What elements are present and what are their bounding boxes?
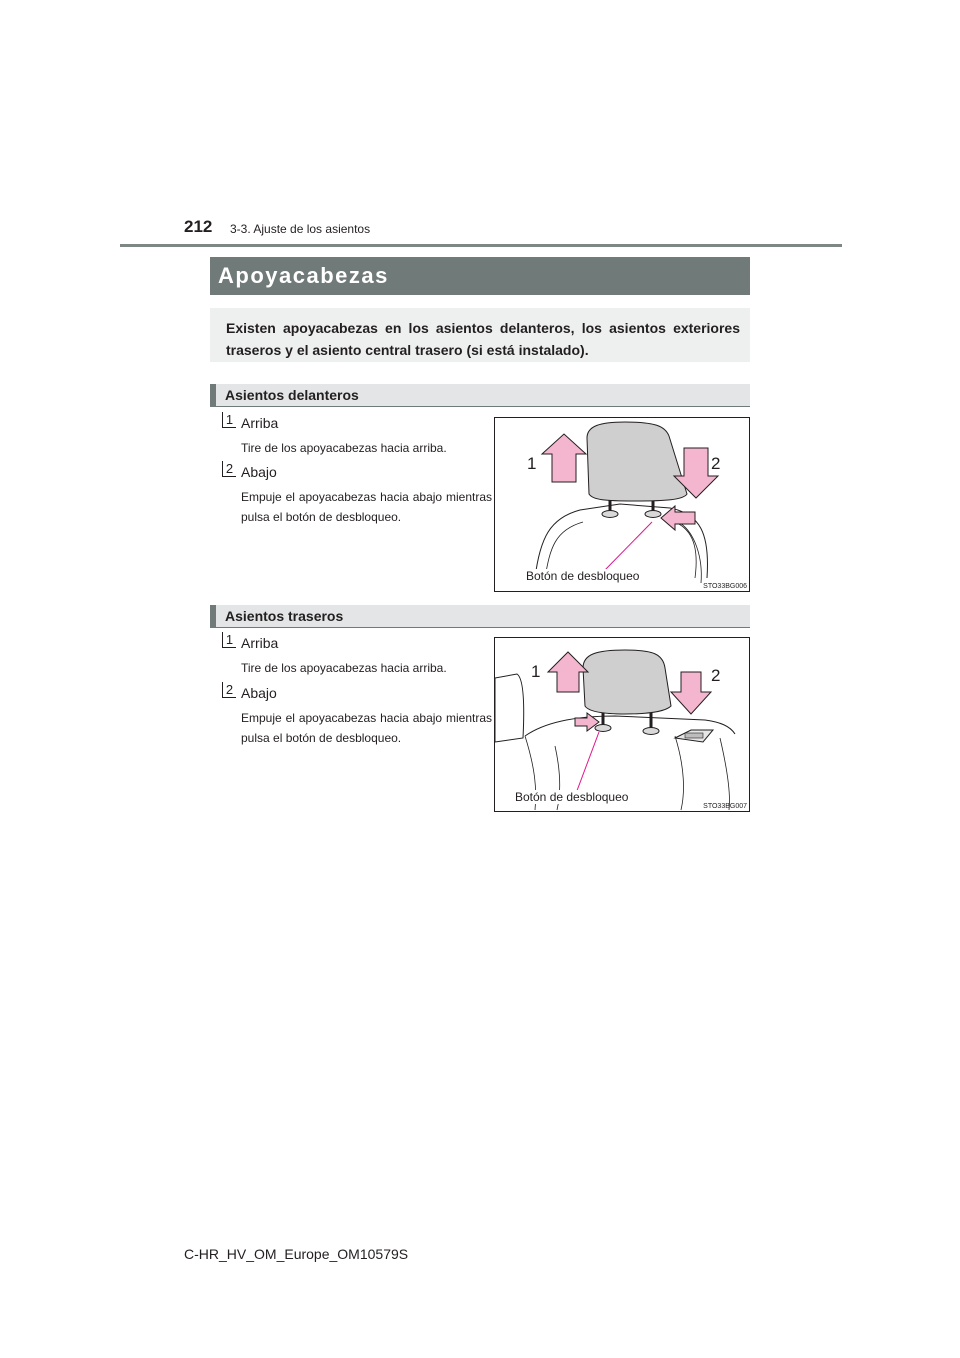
section-heading-rear: Asientos traseros <box>210 605 750 628</box>
step-number: 1 <box>222 632 236 648</box>
header-rule <box>120 244 842 247</box>
figure-front-headrest <box>494 417 750 592</box>
step-title: Arriba <box>241 635 279 651</box>
breadcrumb: 3-3. Ajuste de los asientos <box>230 222 371 236</box>
front-headrest-illustration <box>495 418 750 592</box>
step-title: Arriba <box>241 415 279 431</box>
section-heading-front: Asientos delanteros <box>210 384 750 407</box>
figure-code: STO33BG006 <box>703 583 747 590</box>
step-title: Abajo <box>241 685 277 701</box>
step-description: Tire de los apoyacabezas hacia arriba. <box>241 661 447 675</box>
figure-label-1: 1 <box>527 454 537 473</box>
step-number: 1 <box>222 412 236 428</box>
page-number: 212 <box>184 217 213 236</box>
intro-text: Existen apoyacabezas en los asientos delanteros, los asientos exteriores traseros y el asiento central trasero (si está instalado). <box>226 320 740 358</box>
step-title: Abajo <box>241 464 277 480</box>
step-number: 2 <box>222 682 236 698</box>
document-footer: C-HR_HV_OM_Europe_OM10579S <box>184 1246 409 1262</box>
figure-label-2: 2 <box>711 454 721 473</box>
step-description: Empuje el apoyacabezas hacia abajo mientras pulsa el botón de desbloqueo. <box>241 711 492 745</box>
figure-code: STO33BG007 <box>703 803 747 810</box>
intro-box <box>210 308 750 362</box>
step-description: Empuje el apoyacabezas hacia abajo mientras pulsa el botón de desbloqueo. <box>241 490 492 524</box>
figure-rear-headrest <box>494 637 750 812</box>
figure-caption: Botón de desbloqueo <box>515 790 629 804</box>
figure-label-2: 2 <box>711 666 721 685</box>
figure-label-1: 1 <box>531 662 541 681</box>
step-number: 2 <box>222 461 236 477</box>
step-description: Tire de los apoyacabezas hacia arriba. <box>241 441 447 455</box>
figure-caption: Botón de desbloqueo <box>526 569 640 583</box>
page-title: Apoyacabezas <box>210 257 750 295</box>
